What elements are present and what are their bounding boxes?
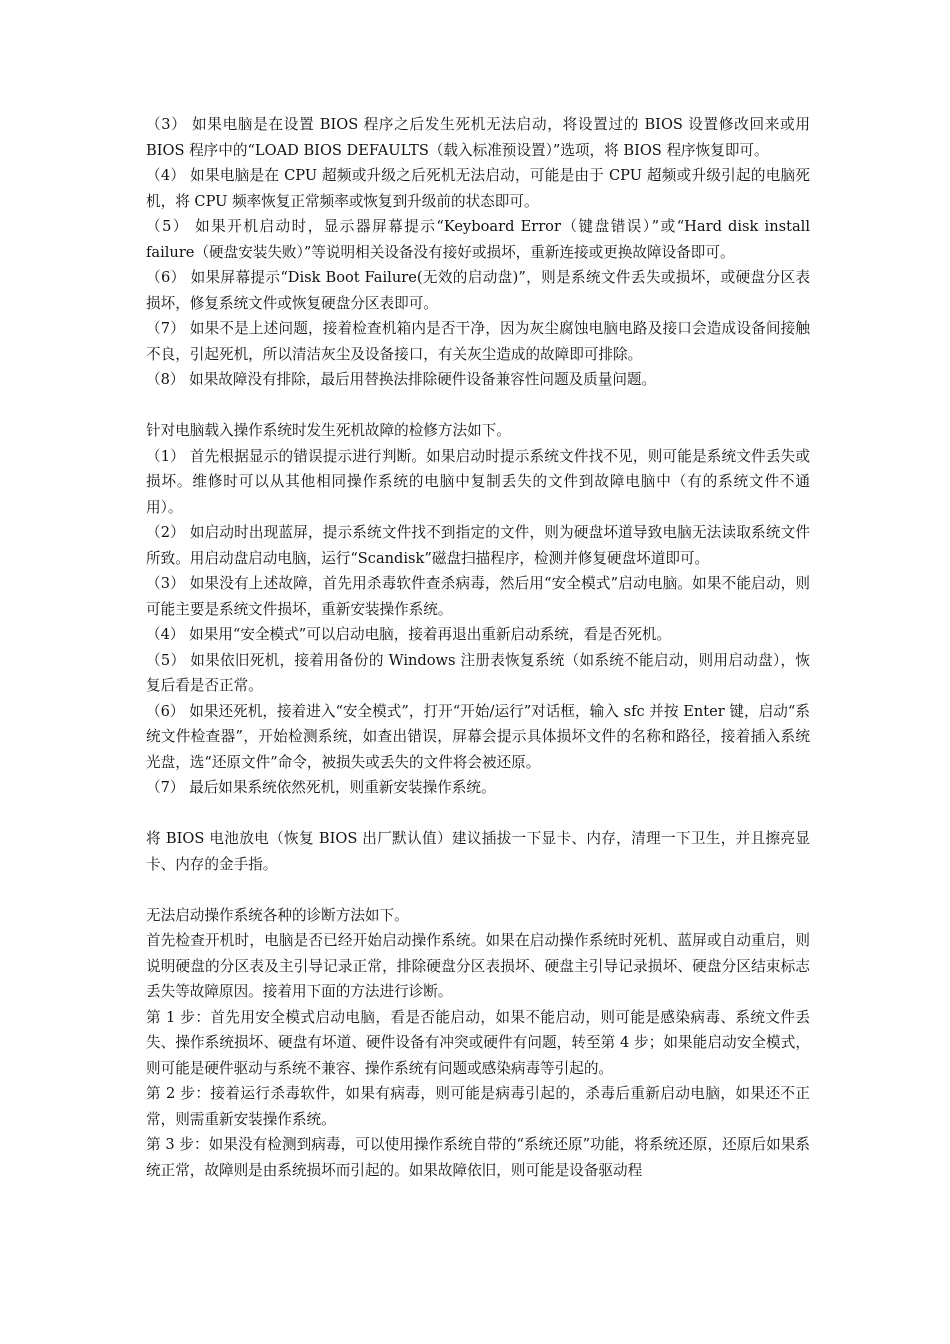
paragraph-dust-check: （7） 如果不是上述问题，接着检查机箱内是否干净，因为灰尘腐蚀电脑电路及接口会造成设备间接触不良，引起死机，所以清洁灰尘及设备接口，有关灰尘造成的故障即可排除。 — [146, 320, 810, 363]
section-heading-diagnosis: 无法启动操作系统各种的诊断方法如下。 — [146, 906, 409, 924]
blank-line — [146, 801, 810, 827]
blank-line — [146, 877, 810, 903]
paragraph-step-3: 第 3 步：如果没有检测到病毒，可以使用操作系统自带的“系统还原”功能，将系统还原，还原后如果系统正常，故障则是由系统损坏而引起的。如果故障依旧，则可能是设备驱动程 — [146, 1136, 810, 1179]
paragraph-cpu-overclock: （4） 如果电脑是在 CPU 超频或升级之后死机无法启动，可能是由于 CPU 超频或升级引起的电脑死机，将 CPU 频率恢复正常频率或恢复到升级前的状态即可。 — [146, 167, 810, 210]
paragraph-antivirus-safe-mode: （3） 如果没有上述故障，首先用杀毒软件查杀病毒，然后用“安全模式”启动电脑。如果不能启动，则可能主要是系统文件损坏，重新安装操作系统。 — [146, 575, 810, 618]
section-heading-os-loading: 针对电脑载入操作系统时发生死机故障的检修方法如下。 — [146, 422, 511, 439]
paragraph-reinstall-os: （7） 最后如果系统依然死机，则重新安装操作系统。 — [146, 779, 496, 796]
paragraph-step-2: 第 2 步：接着运行杀毒软件，如果有病毒，则可能是病毒引起的，杀毒后重新启动电脑，如果还不正常，则需重新安装操作系统。 — [146, 1085, 810, 1128]
paragraph-disk-boot-failure: （6） 如果屏幕提示“Disk Boot Failure(无效的启动盘)”，则是系统文件丢失或损坏，或硬盘分区表损坏，修复系统文件或恢复硬盘分区表即可。 — [146, 269, 810, 312]
paragraph-step-1: 第 1 步：首先用安全模式启动电脑，看是否能启动，如果不能启动，则可能是感染病毒、系统文件丢失、操作系统损坏、硬盘有坏道、硬件设备有冲突或硬件有问题，转至第 4 步；如果能启动安全模式，则可能是硬件驱动与系统不兼容、操作系统有问题或感染病毒等引起的。 — [146, 1008, 810, 1077]
paragraph-safe-mode-restart: （4） 如果用“安全模式”可以启动电脑，接着再退出重新启动系统，看是否死机。 — [146, 626, 672, 643]
paragraph-error-prompt: （1） 首先根据显示的错误提示进行判断。如果启动时提示系统文件找不见，则可能是系统文件丢失或损坏。维修时可以从其他相同操作系统的电脑中复制丢失的文件到故障电脑中（有的系统文件不通用）。 — [146, 447, 810, 516]
paragraph-blue-screen: （2） 如启动时出现蓝屏，提示系统文件找不到指定的文件，则为硬盘坏道导致电脑无法读取系统文件所致。用启动盘启动电脑，运行“Scandisk”磁盘扫描程序，检测并修复硬盘坏道即可。 — [146, 524, 810, 567]
paragraph-bios-battery: 将 BIOS 电池放电（恢复 BIOS 出厂默认值）建议插拔一下显卡、内存，清理一下卫生，并且擦亮显卡、内存的金手指。 — [146, 830, 810, 873]
paragraph-replacement-method: （8） 如果故障没有排除，最后用替换法排除硬件设备兼容性问题及质量问题。 — [146, 371, 657, 388]
paragraph-bios-settings: （3） 如果电脑是在设置 BIOS 程序之后发生死机无法启动，将设置过的 BIOS 设置修改回来或用 BIOS 程序中的“LOAD BIOS DEFAULTS（载入标准预设置）”选项，将 BIOS 程序恢复即可。 — [146, 116, 810, 159]
paragraph-sfc-check: （6） 如果还死机，接着进入“安全模式”，打开“开始/运行”对话框，输入 sfc 并按 Enter 键，启动“系统文件检查器”，开始检测系统，如查出错误，屏幕会提示具体损坏文件的名称和路径，接着插入系统光盘，选“还原文件”命令，被损失或丢失的文件将会被还原。 — [146, 702, 810, 771]
paragraph-boot-check: 首先检查开机时，电脑是否已经开始启动操作系统。如果在启动操作系统时死机、蓝屏或自动重启，则说明硬盘的分区表及主引导记录正常，排除硬盘分区表损坏、硬盘主引导记录损坏、硬盘分区结束标志丢失等故障原因。接着用下面的方法进行诊断。 — [146, 932, 810, 1000]
paragraph-registry-restore: （5） 如果依旧死机，接着用备份的 Windows 注册表恢复系统（如系统不能启动，则用启动盘），恢复后看是否正常。 — [146, 651, 810, 694]
document-page — [146, 112, 810, 1183]
blank-line — [146, 393, 810, 419]
paragraph-keyboard-error: （5） 如果开机启动时，显示器屏幕提示“Keyboard Error（键盘错误）”或“Hard disk install failure（硬盘安装失败）”等说明相关设备没有接好或损坏，重新连接或更换故障设备即可。 — [146, 218, 810, 261]
